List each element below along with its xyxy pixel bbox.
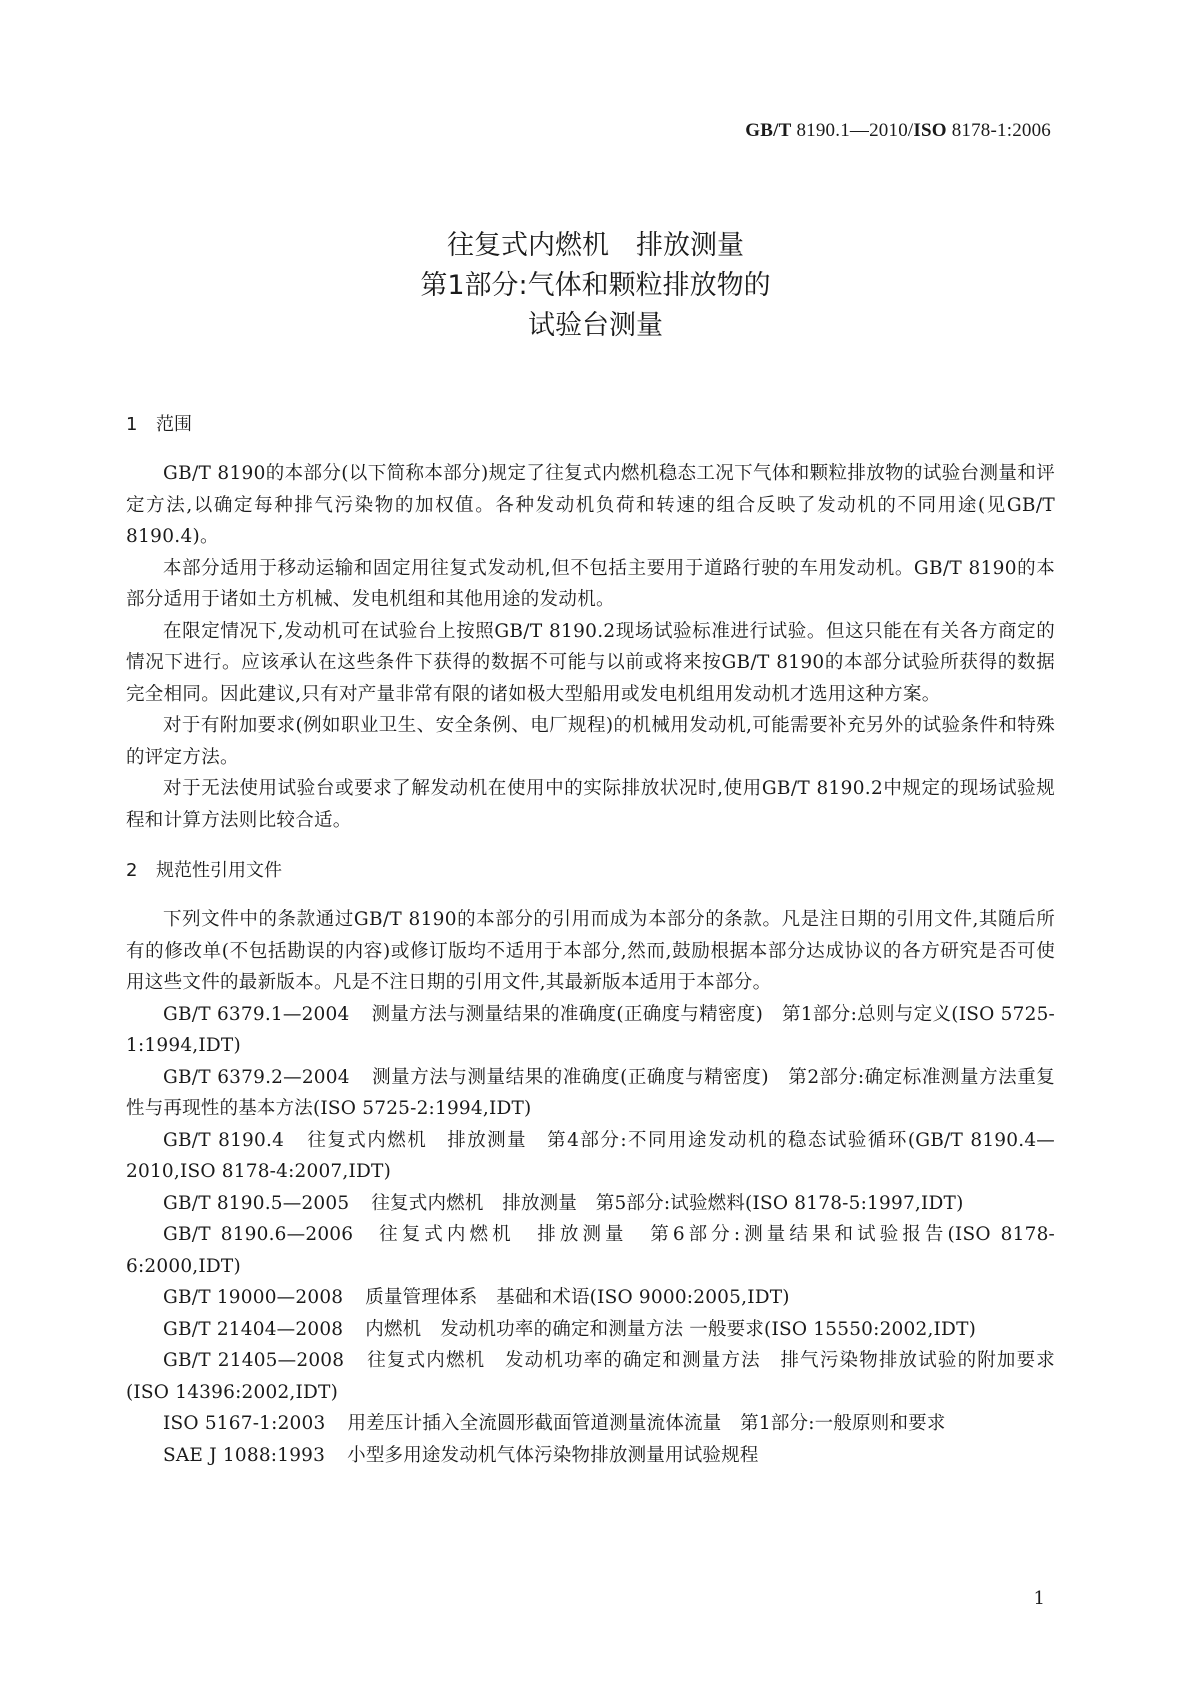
reference-item bbox=[126, 1282, 1055, 1314]
paragraph: 本部分适用于移动运输和固定用往复式发动机,但不包括主要用于道路行驶的车用发动机。GB/T 8190的本部分适用于诸如土方机械、发电机组和其他用途的发动机。 bbox=[126, 557, 1055, 610]
reference-text: 往复式内燃机 发动机功率的确定和测量方法 排气污染物排放试验的附加要求(ISO 14396:2002,IDT) bbox=[126, 1350, 1055, 1403]
section-heading-scope bbox=[126, 410, 1055, 436]
title-line-2: 第1部分:气体和颗粒排放物的 bbox=[420, 270, 771, 301]
standard-number bbox=[745, 120, 1051, 142]
reference-item bbox=[126, 1219, 1055, 1282]
reference-item bbox=[126, 1314, 1055, 1346]
reference-item bbox=[126, 1408, 1055, 1440]
reference-code: GB/T 21404—2008 bbox=[163, 1318, 344, 1340]
reference-item bbox=[126, 1440, 1055, 1472]
document-body bbox=[126, 410, 1055, 1471]
section-number: 1 bbox=[126, 414, 138, 435]
paragraph: 下列文件中的条款通过GB/T 8190的本部分的引用而成为本部分的条款。凡是注日期的引用文件,其随后所有的修改单(不包括勘误的内容)或修订版均不适用于本部分,然而,鼓励根据本部分达成协议的各方研究是否可使用这些文件的最新版本。凡是不注日期的引用文件,其最新版本适用于本部分。 bbox=[126, 909, 1055, 993]
section-title: 规范性引用文件 bbox=[156, 860, 282, 881]
reference-code: GB/T 6379.1—2004 bbox=[163, 1003, 350, 1025]
reference-item bbox=[126, 999, 1055, 1062]
reference-text: 测量方法与测量结果的准确度(正确度与精密度) 第2部分:确定标准测量方法重复性与再现性的基本方法(ISO 5725-2:1994,IDT) bbox=[126, 1066, 1055, 1119]
spacer bbox=[126, 836, 1055, 856]
reference-item bbox=[126, 1125, 1055, 1188]
section-title: 范围 bbox=[156, 414, 192, 435]
reference-item bbox=[126, 1188, 1055, 1220]
paragraph: 在限定情况下,发动机可在试验台上按照GB/T 8190.2现场试验标准进行试验。但这只能在有关各方商定的情况下进行。应该承认在这些条件下获得的数据不可能与以前或将来按GB/T 8190的本部分试验所获得的数据完全相同。因此建议,只有对产量非常有限的诸如极大型船用或发电机组用发动机才选用这种方案。 bbox=[126, 620, 1055, 705]
reference-code: ISO 5167-1:2003 bbox=[163, 1413, 326, 1434]
reference-text: 往复式内燃机 排放测量 第4部分:不同用途发动机的稳态试验循环(GB/T 8190.4—2010,ISO 8178-4:2007,IDT) bbox=[126, 1129, 1055, 1182]
reference-text: 测量方法与测量结果的准确度(正确度与精密度) 第1部分:总则与定义(ISO 5725-1:1994,IDT) bbox=[126, 1003, 1055, 1056]
std-prefix: GB/T bbox=[745, 120, 792, 141]
document-title bbox=[0, 226, 1191, 346]
reference-code: GB/T 8190.5—2005 bbox=[163, 1192, 350, 1214]
section-number: 2 bbox=[126, 860, 138, 881]
iso-num: 8178-1:2006 bbox=[951, 120, 1051, 141]
reference-text: 往复式内燃机 排放测量 第5部分:试验燃料(ISO 8178-5:1997,IDT) bbox=[371, 1192, 964, 1214]
reference-code: GB/T 6379.2—2004 bbox=[163, 1066, 350, 1088]
std-num: 8190.1—2010/ bbox=[796, 120, 914, 141]
page-number: 1 bbox=[1033, 1588, 1045, 1609]
reference-item bbox=[126, 1062, 1055, 1125]
iso-prefix: ISO bbox=[913, 120, 947, 141]
reference-code: SAE J 1088:1993 bbox=[163, 1444, 326, 1466]
paragraph: 对于有附加要求(例如职业卫生、安全条例、电厂规程)的机械用发动机,可能需要补充另外的试验条件和特殊的评定方法。 bbox=[126, 715, 1055, 768]
title-line-1: 往复式内燃机 排放测量 bbox=[447, 230, 744, 261]
reference-text: 往复式内燃机 排放测量 第6部分:测量结果和试验报告(ISO 8178-6:2000,IDT) bbox=[126, 1224, 1055, 1277]
reference-text: 质量管理体系 基础和术语(ISO 9000:2005,IDT) bbox=[365, 1287, 790, 1308]
reference-code: GB/T 21405—2008 bbox=[163, 1350, 345, 1371]
reference-code: GB/T 19000—2008 bbox=[163, 1287, 344, 1308]
reference-item bbox=[126, 1345, 1055, 1408]
section-heading-normative-references bbox=[126, 856, 1055, 882]
title-line-3: 试验台测量 bbox=[528, 310, 663, 341]
paragraph: 对于无法使用试验台或要求了解发动机在使用中的实际排放状况时,使用GB/T 8190.2中规定的现场试验规程和计算方法则比较合适。 bbox=[126, 778, 1055, 831]
reference-text: 用差压计插入全流圆形截面管道测量流体流量 第1部分:一般原则和要求 bbox=[347, 1413, 946, 1434]
reference-text: 小型多用途发动机气体污染物排放测量用试验规程 bbox=[347, 1444, 759, 1466]
paragraph: GB/T 8190的本部分(以下简称本部分)规定了往复式内燃机稳态工况下气体和颗粒排放物的试验台测量和评定方法,以确定每种排气污染物的加权值。各种发动机负荷和转速的组合反映了发动机的不同用途(见GB/T 8190.4)。 bbox=[126, 463, 1055, 547]
reference-text: 内燃机 发动机功率的确定和测量方法 一般要求(ISO 15550:2002,IDT) bbox=[365, 1318, 977, 1340]
reference-code: GB/T 8190.4 bbox=[163, 1129, 285, 1151]
reference-code: GB/T 8190.6—2006 bbox=[163, 1224, 354, 1245]
